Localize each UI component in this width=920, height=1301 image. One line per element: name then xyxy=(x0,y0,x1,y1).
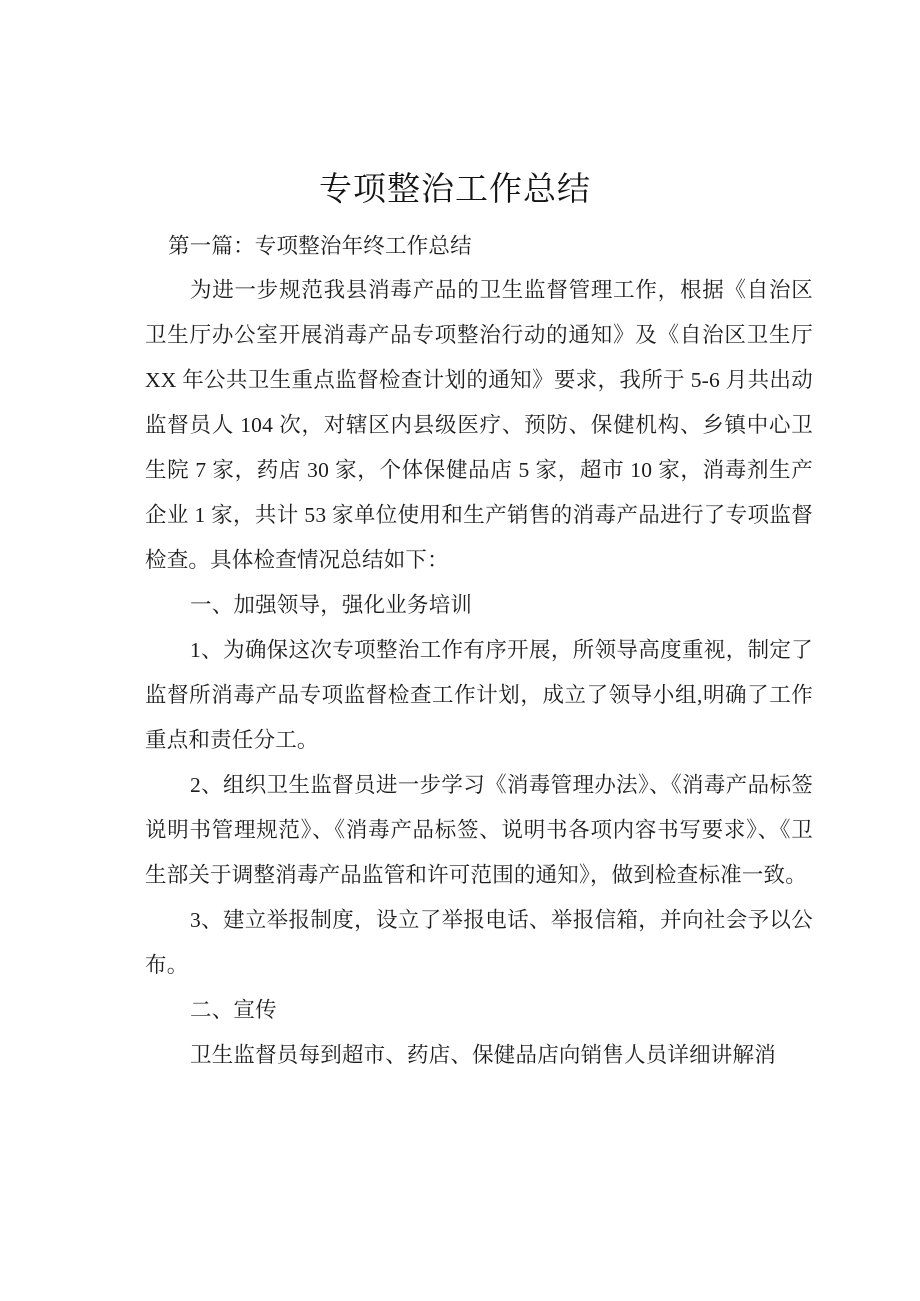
list-item-2: 2、组织卫生监督员进一步学习《消毒管理办法》、《消毒产品标签说明书管理规范》、《消毒产品标签、说明书各项内容书写要求》、《卫生部关于调整消毒产品监管和许可范围的通知》，做到检查标准一致。 xyxy=(145,773,813,887)
list-item-1: 1、为确保这次专项整治工作有序开展，所领导高度重视，制定了监督所消毒产品专项监督检查工作计划，成立了领导小组,明确了工作重点和责任分工。 xyxy=(145,638,813,752)
paragraph-section-two-body: 卫生监督员每到超市、药店、保健品店向销售人员详细讲解消 xyxy=(190,1043,776,1067)
list-item-3: 3、建立举报制度，设立了举报电话、举报信箱，并向社会予以公布。 xyxy=(145,908,813,977)
document-body xyxy=(145,224,813,1078)
section-heading-one: 一、加强领导，强化业务培训 xyxy=(190,593,473,617)
document-subtitle: 第一篇：专项整治年终工作总结 xyxy=(168,234,472,258)
paragraph-intro: 为进一步规范我县消毒产品的卫生监督管理工作，根据《自治区卫生厅办公室开展消毒产品专项整治行动的通知》及《自治区卫生厅 XX 年公共卫生重点监督检查计划的通知》要求，我所于 5-6 月共出动监督员人 104 次，对辖区内县级医疗、预防、保健机构、乡镇中心卫生院 7 家，药店 30 家，个体保健品店 5 家，超市 10 家，消毒剂生产企业 1 家，共计 53 家单位使用和生产销售的消毒产品进行了专项监督检查。具体检查情况总结如下： xyxy=(145,278,813,572)
page-title: 专项整治工作总结 xyxy=(319,172,591,208)
section-heading-two: 二、宣传 xyxy=(190,998,277,1022)
